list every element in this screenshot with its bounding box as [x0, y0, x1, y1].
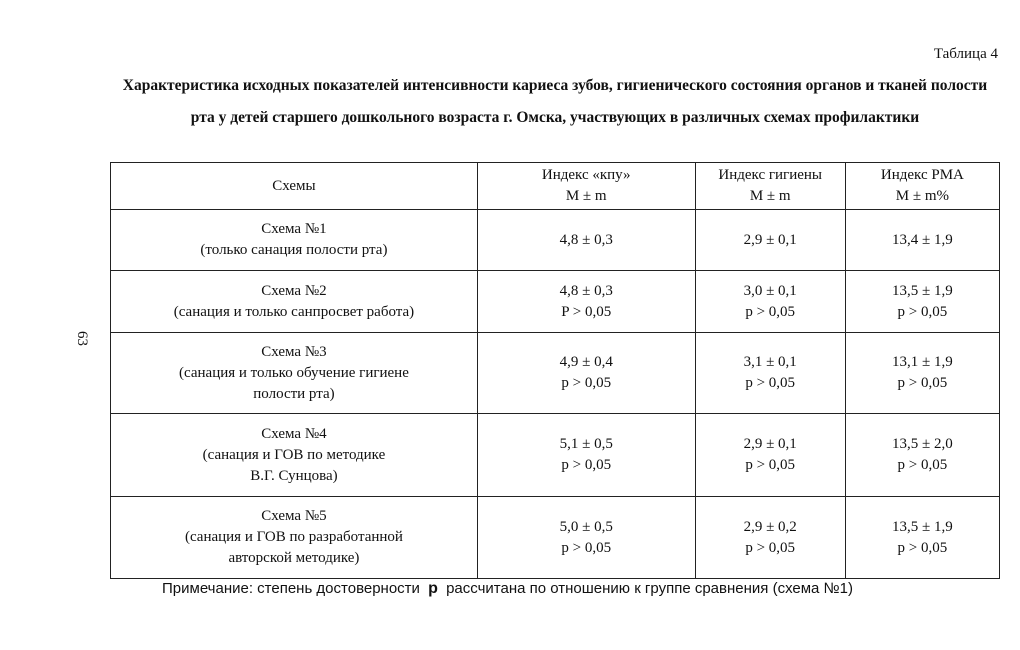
scheme-name: Схема №1 — [261, 221, 327, 237]
kpu-value: 5,0 ± 0,5 — [559, 518, 613, 535]
pma-value: 13,4 ± 1,9 — [892, 231, 953, 248]
scheme-desc: (санация и только санпросвет работа) — [173, 303, 415, 320]
page-number: 63 — [74, 331, 90, 346]
scheme-desc: (только санация полости рта) — [200, 242, 388, 258]
scheme-name: Схема №4 — [261, 425, 327, 442]
kpu-cell — [477, 210, 695, 271]
scheme-cell — [111, 210, 478, 271]
hygiene-value: 2,9 ± 0,2 — [743, 518, 797, 535]
table-row — [111, 497, 1000, 579]
table-row — [111, 271, 1000, 333]
hygiene-value: 3,0 ± 0,1 — [743, 282, 797, 299]
hygiene-cell — [695, 333, 845, 414]
scheme-cell — [111, 414, 478, 497]
table-title: Характеристика исходных показателей интенсивности кариеса зубов, гигиенического состояния органов и тканей полости рта у детей старшего дошкольного возраста г. Омска, участвующих в различных схемах профилактики — [122, 77, 988, 126]
kpu-cell — [477, 497, 695, 579]
header-pma — [845, 163, 999, 210]
table-note — [162, 580, 853, 598]
pma-pvalue: p > 0,05 — [897, 375, 948, 391]
kpu-pvalue: p > 0,05 — [561, 457, 612, 473]
pma-value: 13,5 ± 1,9 — [892, 518, 953, 535]
hygiene-pvalue: p > 0,05 — [745, 539, 796, 556]
header-pma-unit: M ± m% — [895, 188, 950, 204]
scheme-desc: В.Г. Сунцова) — [250, 467, 338, 484]
hygiene-cell — [695, 497, 845, 579]
pma-cell — [845, 210, 999, 271]
scheme-cell — [111, 497, 478, 579]
pma-value: 13,1 ± 1,9 — [892, 354, 953, 370]
pma-cell — [845, 497, 999, 579]
pma-cell — [845, 333, 999, 414]
hygiene-value: 2,9 ± 0,1 — [743, 231, 797, 248]
pma-cell — [845, 414, 999, 497]
kpu-value: 4,8 ± 0,3 — [559, 282, 613, 299]
pma-pvalue: p > 0,05 — [897, 303, 948, 320]
table-header-row — [111, 163, 1000, 210]
hygiene-cell — [695, 271, 845, 333]
kpu-cell — [477, 271, 695, 333]
scheme-cell — [111, 333, 478, 414]
header-hygiene-unit: M ± m — [749, 188, 791, 204]
hygiene-cell — [695, 414, 845, 497]
header-kpu-unit: M ± m — [565, 188, 607, 204]
kpu-cell — [477, 333, 695, 414]
kpu-value: 4,8 ± 0,3 — [559, 231, 613, 248]
header-hygiene-title: Индекс гигиены — [718, 167, 822, 183]
kpu-value: 5,1 ± 0,5 — [559, 436, 613, 452]
header-kpu-title: Индекс «кпу» — [541, 167, 631, 183]
scheme-name: Схема №3 — [261, 343, 327, 360]
pma-pvalue: p > 0,05 — [897, 457, 948, 473]
header-pma-title: Индекс РМА — [880, 167, 964, 183]
hygiene-value: 3,1 ± 0,1 — [743, 354, 797, 370]
pma-cell — [845, 271, 999, 333]
kpu-pvalue: p > 0,05 — [561, 375, 612, 391]
pma-value: 13,5 ± 2,0 — [892, 436, 953, 452]
note-prefix: Примечание: степень достоверности — [162, 580, 420, 597]
header-schemes: Схемы — [111, 163, 478, 210]
scheme-desc: (санация и ГОВ по методике — [202, 446, 386, 463]
table-row — [111, 210, 1000, 271]
scheme-desc: (санация и ГОВ по разработанной — [184, 529, 403, 545]
kpu-pvalue: p > 0,05 — [561, 539, 612, 556]
header-hygiene — [695, 163, 845, 210]
header-kpu — [477, 163, 695, 210]
table-number: Таблица 4 — [933, 46, 998, 62]
scheme-desc: авторской методике) — [228, 550, 360, 566]
table-row — [111, 333, 1000, 414]
hygiene-pvalue: p > 0,05 — [745, 375, 796, 391]
pma-value: 13,5 ± 1,9 — [892, 282, 953, 299]
hygiene-pvalue: p > 0,05 — [745, 303, 796, 320]
hygiene-cell — [695, 210, 845, 271]
kpu-value: 4,9 ± 0,4 — [559, 354, 613, 370]
hygiene-pvalue: p > 0,05 — [745, 457, 796, 473]
hygiene-value: 2,9 ± 0,1 — [743, 436, 797, 452]
scheme-desc: (санация и только обучение гигиене — [179, 364, 409, 381]
table-row — [111, 414, 1000, 497]
scheme-cell — [111, 271, 478, 333]
kpu-cell — [477, 414, 695, 497]
data-table — [110, 162, 1000, 579]
note-p-symbol: p — [428, 580, 438, 597]
scheme-name: Схема №5 — [261, 508, 327, 524]
note-suffix: рассчитана по отношению к группе сравнения (схема №1) — [446, 580, 853, 597]
kpu-pvalue: P > 0,05 — [561, 303, 612, 320]
pma-pvalue: p > 0,05 — [897, 539, 948, 556]
scheme-desc: полости рта) — [253, 385, 335, 402]
scheme-name: Схема №2 — [261, 282, 327, 299]
